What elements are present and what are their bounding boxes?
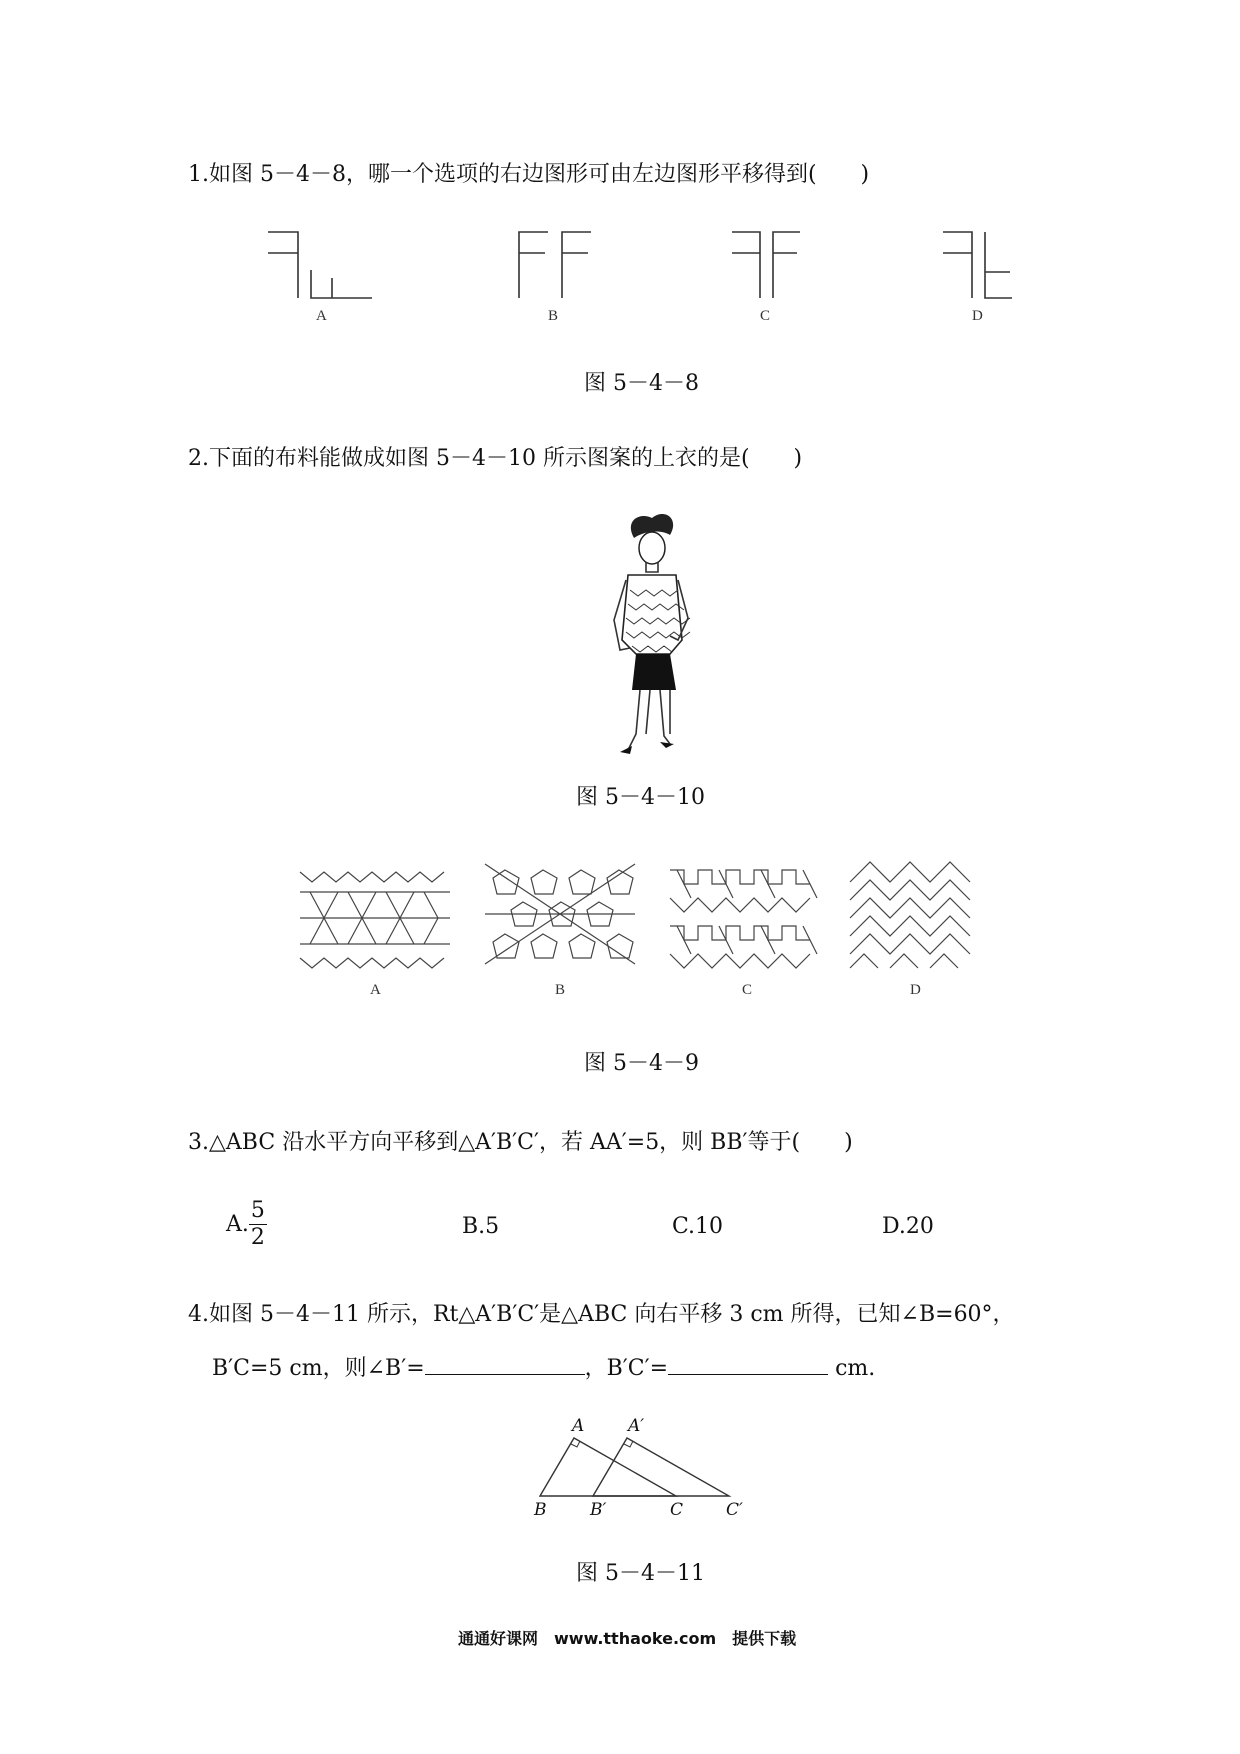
q3-choice-d: D.20 xyxy=(882,1214,934,1239)
point-a-prime-label: A′ xyxy=(628,1416,645,1436)
figure-caption-5-4-11: 图 5－4－11 xyxy=(576,1561,705,1586)
point-c-label: C xyxy=(670,1500,684,1520)
q2-option-a-label: A xyxy=(370,982,381,998)
q2-option-d-label: D xyxy=(910,982,921,998)
q3-choice-b: B.5 xyxy=(462,1214,500,1239)
question-2-text: 2.下面的布料能做成如图 5－4－10 所示图案的上衣的是( ) xyxy=(188,446,803,471)
q2-option-c-label: C xyxy=(742,982,753,998)
fraction-numerator: 5 xyxy=(250,1198,265,1223)
figure-caption-5-4-8: 图 5－4－8 xyxy=(584,371,699,396)
point-c-prime-label: C′ xyxy=(726,1500,743,1520)
question-3-text: 3.△ABC 沿水平方向平移到△A′B′C′，若 AA′=5，则 BB′等于( ) xyxy=(188,1130,853,1155)
q2-option-b-label: B xyxy=(555,982,566,998)
question-4-line-1: 4.如图 5－4－11 所示，Rt△A′B′C′是△ABC 向右平移 3 cm 所得，已知∠B=60°， xyxy=(188,1302,1015,1327)
q3-choice-a-prefix: A. xyxy=(226,1211,249,1237)
q4-angle-label: B′C=5 cm，则∠B′= xyxy=(212,1356,425,1381)
point-a-label: A xyxy=(572,1416,585,1436)
fraction-denominator: 2 xyxy=(250,1225,265,1250)
q1-option-d-label: D xyxy=(972,308,983,324)
q4-unit: cm. xyxy=(828,1356,876,1381)
q1-option-c-label: C xyxy=(760,308,771,324)
q3-choice-c: C.10 xyxy=(672,1214,724,1239)
q1-option-a-label: A xyxy=(316,308,327,324)
figure-caption-5-4-10: 图 5－4－10 xyxy=(576,785,705,810)
q1-option-b-label: B xyxy=(548,308,559,324)
figure-caption-5-4-9: 图 5－4－9 xyxy=(584,1051,699,1076)
question-1-text: 1.如图 5－4－8，哪一个选项的右边图形可由左边图形平移得到( ) xyxy=(188,162,870,187)
page-footer: 通通好课网 www.tthaoke.com 提供下载 xyxy=(458,1629,797,1648)
q4-length-label: ，B′C′= xyxy=(584,1356,669,1381)
point-b-label: B xyxy=(534,1500,547,1520)
point-b-prime-label: B′ xyxy=(590,1500,607,1520)
